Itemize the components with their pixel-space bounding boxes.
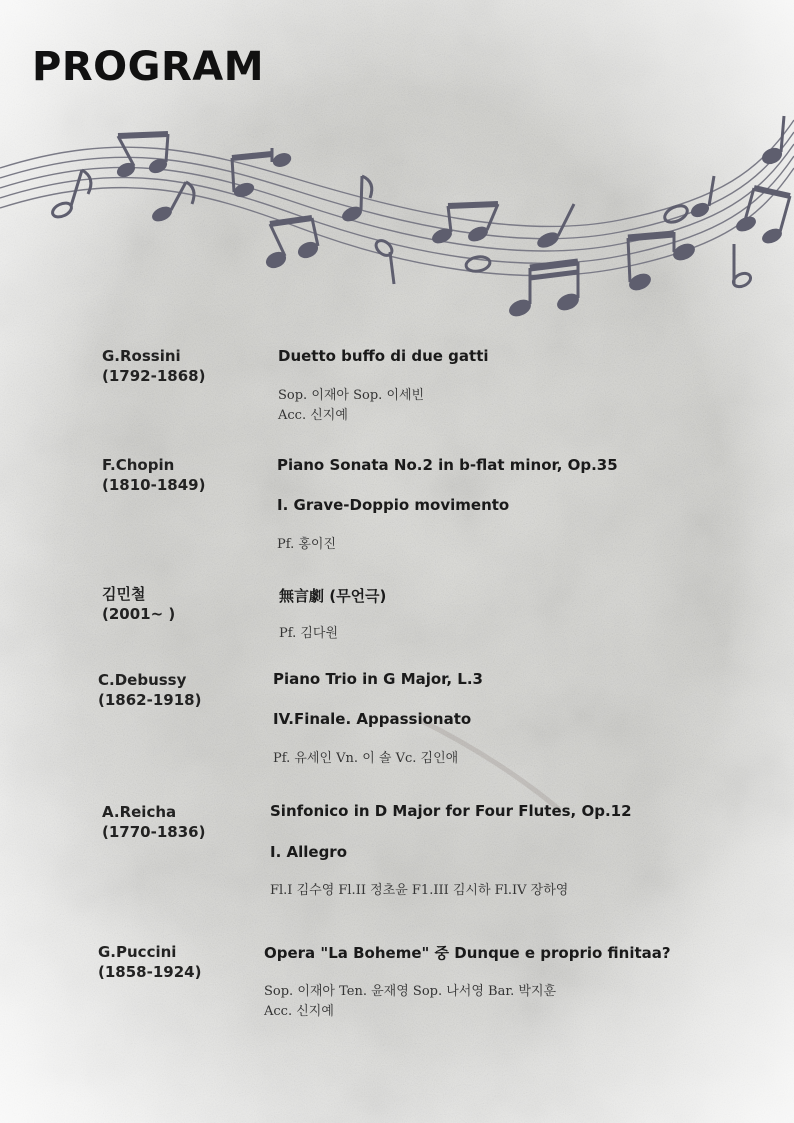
page-title: PROGRAM: [32, 44, 265, 90]
work-title: Opera "La Boheme" 중 Dunque e proprio finitaa?: [264, 944, 671, 962]
composer-name: G.Puccini (1858-1924): [98, 943, 202, 981]
performers: Pf. 홍이진: [277, 537, 337, 552]
movement-title: IV.Finale. Appassionato: [273, 710, 472, 728]
movement-title: I. Allegro: [270, 843, 348, 861]
work-title: Sinfonico in D Major for Four Flutes, Op.12: [270, 802, 632, 820]
music-staff-icon: [0, 95, 794, 335]
performers: Pf. 유세인 Vn. 이 솔 Vc. 김인애: [273, 751, 459, 766]
performers: Pf. 김다원: [279, 626, 339, 641]
composer-name: A.Reicha (1770-1836): [102, 803, 206, 841]
performers: Fl.I 김수영 Fl.II 정초윤 F1.III 김시하 Fl.IV 장하영: [270, 883, 569, 898]
composer-name: F.Chopin (1810-1849): [102, 456, 206, 494]
composer-name: C.Debussy (1862-1918): [98, 671, 202, 709]
performers: Sop. 이재아 Sop. 이세빈 Acc. 신지예: [278, 388, 425, 423]
composer-name: G.Rossini (1792-1868): [102, 347, 206, 385]
work-title: 無言劇 (무언극): [279, 587, 387, 605]
work-title: Duetto buffo di due gatti: [278, 347, 489, 365]
work-title: Piano Trio in G Major, L.3: [273, 670, 483, 688]
performers: Sop. 이재아 Ten. 윤재영 Sop. 나서영 Bar. 박지훈 Acc. 신지예: [264, 984, 557, 1019]
movement-title: I. Grave-Doppio movimento: [277, 496, 510, 514]
composer-name: 김민철 (2001~ ): [102, 585, 176, 623]
work-title: Piano Sonata No.2 in b-flat minor, Op.35: [277, 456, 618, 474]
